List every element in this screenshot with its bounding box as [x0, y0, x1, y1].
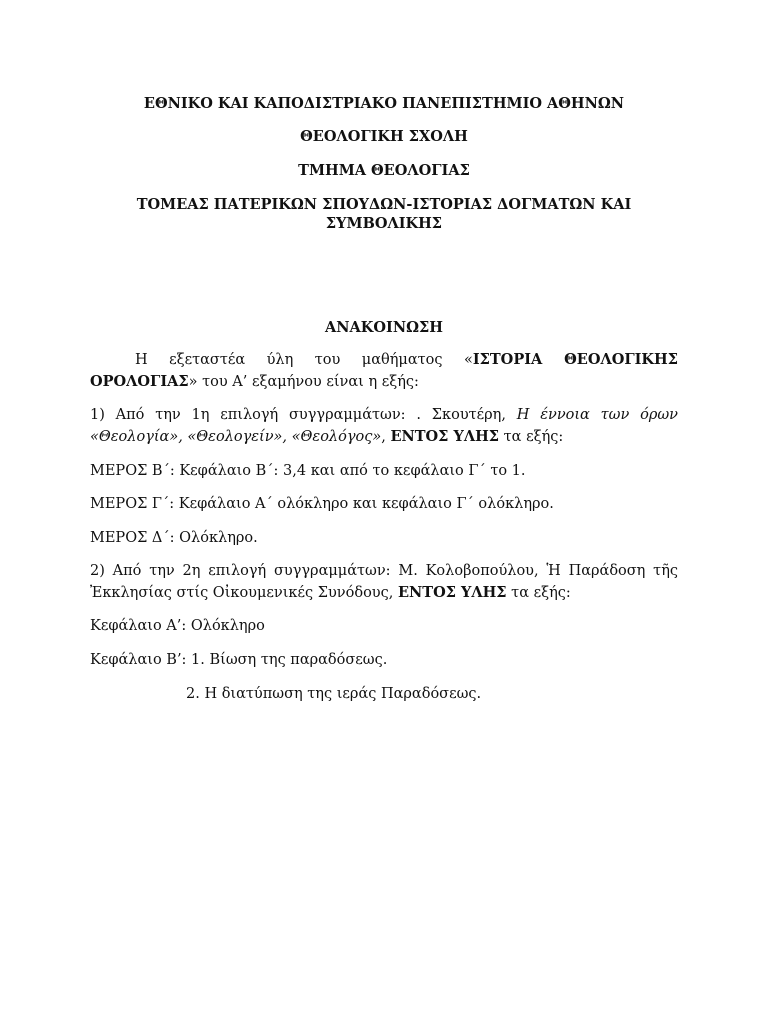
item-1-suffix: τα εξής: [499, 429, 564, 445]
item-2-paragraph [90, 560, 678, 604]
announcement-title: ΑΝΑΚΟΙΝΩΣΗ [325, 319, 443, 336]
kefalaio-b-line: Κεφάλαιο Β’: 1. Βίωση της παραδόσεως. [90, 652, 388, 668]
meros-g-line: ΜΕΡΟΣ Γ΄: Κεφάλαιο Α΄ ολόκληρο και κεφάλαιο Γ΄ ολόκληρο. [90, 496, 554, 512]
school-heading: ΘΕΟΛΟΓΙΚΗ ΣΧΟΛΗ [300, 128, 468, 145]
intro-text-after: » του Α’ εξαμήνου είναι η εξής: [188, 374, 419, 390]
kefalaio-a-line: Κεφάλαιο Α’: Ολόκληρο [90, 618, 265, 634]
kefalaio-b-subitem: 2. Η διατύπωση της ιεράς Παραδόσεως. [186, 686, 482, 702]
course-name: ΙΣΤΟΡΙΑ ΘΕΟΛΟΓΙΚΗΣ ΟΡΟΛΟΓΙΑΣ [90, 351, 678, 390]
intro-text-before: Η εξεταστέα ύλη του μαθήματος « [135, 352, 473, 368]
item-2-scope: ΕΝΤΟΣ ΥΛΗΣ [397, 584, 507, 601]
sector-heading: ΤΟΜΕΑΣ ΠΑΤΕΡΙΚΩΝ ΣΠΟΥΔΩΝ-ΙΣΤΟΡΙΑΣ ΔΟΓΜΑΤΩΝ ΚΑΙ ΣΥΜΒΟΛΙΚΗΣ [136, 196, 632, 232]
meros-d-line: ΜΕΡΟΣ Δ΄: Ολόκληρο. [90, 530, 258, 546]
item-1-scope: ΕΝΤΟΣ ΥΛΗΣ [390, 428, 500, 445]
item-1-prefix: 1) Από την 1η επιλογή συγγραμμάτων: . Σκουτέρη, [90, 407, 517, 423]
item-2-suffix: τα εξής: [506, 585, 571, 601]
item-2-prefix: 2) Από την 2η επιλογή συγγραμμάτων: Μ. Κολοβοπούλου, Ἡ Παράδοση τῆς Ἐκκλησίας στίς Οἰκουμενικές Συνόδους, [90, 563, 678, 601]
item-1-book-title: Η έννοια των όρων «Θεολογία», «Θεολογείν», «Θεολόγος» [90, 407, 678, 445]
university-heading: ΕΘΝΙΚΟ ΚΑΙ ΚΑΠΟΔΙΣΤΡΙΑΚΟ ΠΑΝΕΠΙΣΤΗΜΙΟ ΑΘΗΝΩΝ [143, 95, 625, 112]
department-heading: ΤΜΗΜΑ ΘΕΟΛΟΓΙΑΣ [298, 162, 470, 179]
meros-b-line: ΜΕΡΟΣ Β΄: Κεφάλαιο Β΄: 3,4 και από το κεφάλαιο Γ΄ το 1. [90, 463, 526, 479]
item-1-paragraph [90, 404, 678, 448]
item-1-comma: , [381, 429, 391, 445]
intro-paragraph [90, 349, 678, 393]
